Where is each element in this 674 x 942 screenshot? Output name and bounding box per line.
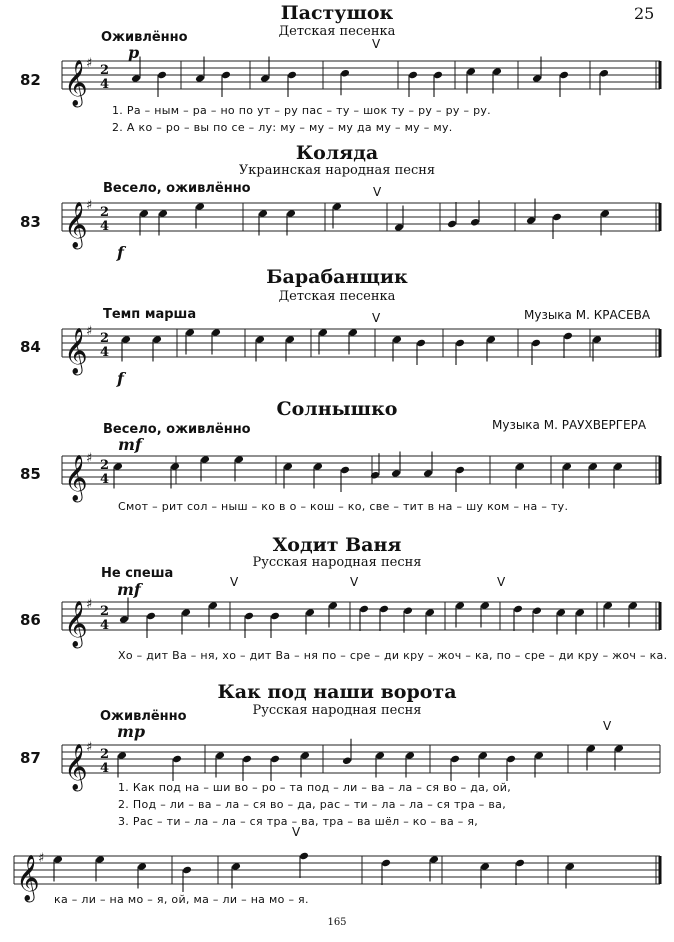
- time-signature-bottom: 4: [100, 77, 110, 92]
- dynamic-marking: mf: [118, 435, 142, 454]
- tempo-marking: Оживлённо: [100, 709, 187, 724]
- breath-mark-icon: V: [372, 37, 381, 51]
- composer-credit: Музыка М. РАУХВЕРГЕРА: [492, 418, 647, 432]
- time-signature-top: 2: [100, 458, 110, 473]
- lyrics-line: 2. А ко – ро – вы по се – лу: му – му – му да му – му – му.: [112, 121, 453, 134]
- tempo-marking: Весело, оживлённо: [103, 422, 251, 437]
- breath-mark-icon: V: [497, 575, 506, 589]
- time-signature-bottom: 4: [100, 345, 110, 360]
- song-subtitle: Русская народная песня: [252, 703, 422, 718]
- time-signature-top: 2: [100, 747, 110, 762]
- tempo-marking: Темп марша: [103, 307, 197, 322]
- dynamic-marking: f: [117, 369, 124, 388]
- tempo-marking: Весело, оживлённо: [103, 181, 251, 196]
- treble-clef-icon: 𝄞: [64, 455, 88, 501]
- treble-clef-icon: 𝄞: [64, 60, 88, 106]
- song-number: 87: [20, 749, 41, 767]
- sharp-sign-icon: ♯: [38, 851, 45, 866]
- song-title: Солнышко: [276, 398, 398, 420]
- song-title: Ходит Ваня: [272, 534, 402, 556]
- song-number: 84: [20, 338, 41, 356]
- song-title: Пастушок: [280, 2, 394, 24]
- lyrics-line: 1. Как под на – ши во – ро – та под – ли – ва – ла – ся во – да, ой,: [118, 781, 512, 794]
- breath-mark-icon: V: [373, 185, 382, 199]
- composer-credit: Музыка М. КРАСЕВА: [524, 308, 651, 322]
- song-title: Как под наши ворота: [217, 681, 457, 703]
- song-subtitle: Детская песенка: [278, 289, 396, 304]
- footer-number: 165: [327, 917, 347, 928]
- lyrics-line: 3. Рас – ти – ла – ла – ся тра – ва, тра – ва шёл – ко – ва – я,: [118, 815, 479, 828]
- time-signature-top: 2: [100, 205, 110, 220]
- treble-clef-icon: 𝄞: [16, 855, 40, 901]
- time-signature-bottom: 4: [100, 761, 110, 776]
- sharp-sign-icon: ♯: [86, 597, 93, 612]
- song-number: 83: [20, 213, 41, 231]
- lyrics-line: ка – ли – на мо – я, ой, ма – ли – на мо – я.: [54, 893, 309, 906]
- song-number: 82: [20, 71, 41, 89]
- sharp-sign-icon: ♯: [86, 451, 93, 466]
- sharp-sign-icon: ♯: [86, 56, 93, 71]
- song-subtitle: Украинская народная песня: [238, 163, 436, 178]
- time-signature-bottom: 4: [100, 618, 110, 633]
- breath-mark-icon: V: [372, 311, 381, 325]
- treble-clef-icon: 𝄞: [64, 744, 88, 790]
- lyrics-line: 2. Под – ли – ва – ла – ся во – да, рас – ти – ла – ла – ся тра – ва,: [118, 798, 507, 811]
- dynamic-marking: mf: [117, 580, 141, 599]
- dynamic-marking: p: [128, 43, 140, 62]
- breath-mark-icon: V: [292, 825, 301, 839]
- time-signature-bottom: 4: [100, 472, 110, 487]
- lyrics-line: Смот – рит сол – ныш – ко в о – кош – ко, све – тит в на – шу ком – на – ту.: [118, 500, 569, 513]
- time-signature-top: 2: [100, 604, 110, 619]
- tempo-marking: Не спеша: [101, 566, 174, 581]
- page-number: 25: [634, 4, 655, 23]
- song-number: 85: [20, 465, 41, 483]
- tempo-marking: Оживлённо: [101, 30, 188, 45]
- treble-clef-icon: 𝄞: [64, 328, 88, 374]
- time-signature-top: 2: [100, 63, 110, 78]
- lyrics-line: Хо – дит Ва – ня, хо – дит Ва – ня по – сре – ди кру – жоч – ка, по – сре – ди кру – жоч – ка.: [118, 649, 668, 662]
- song-subtitle: Русская народная песня: [252, 555, 422, 570]
- breath-mark-icon: V: [350, 575, 359, 589]
- sharp-sign-icon: ♯: [86, 198, 93, 213]
- time-signature-top: 2: [100, 331, 110, 346]
- dynamic-marking: mp: [117, 722, 146, 741]
- treble-clef-icon: 𝄞: [64, 601, 88, 647]
- treble-clef-icon: 𝄞: [64, 202, 88, 248]
- song-subtitle: Детская песенка: [278, 24, 396, 39]
- breath-mark-icon: V: [603, 719, 612, 733]
- dynamic-marking: f: [117, 243, 124, 262]
- song-title: Коляда: [295, 142, 379, 164]
- lyrics-line: 1. Ра – ным – ра – но по ут – ру пас – ту – шок ту – ру – ру – ру.: [112, 104, 491, 117]
- sharp-sign-icon: ♯: [86, 324, 93, 339]
- sharp-sign-icon: ♯: [86, 740, 93, 755]
- breath-mark-icon: V: [230, 575, 239, 589]
- song-title: Барабанщик: [266, 266, 408, 288]
- time-signature-bottom: 4: [100, 219, 110, 234]
- song-number: 86: [20, 611, 41, 629]
